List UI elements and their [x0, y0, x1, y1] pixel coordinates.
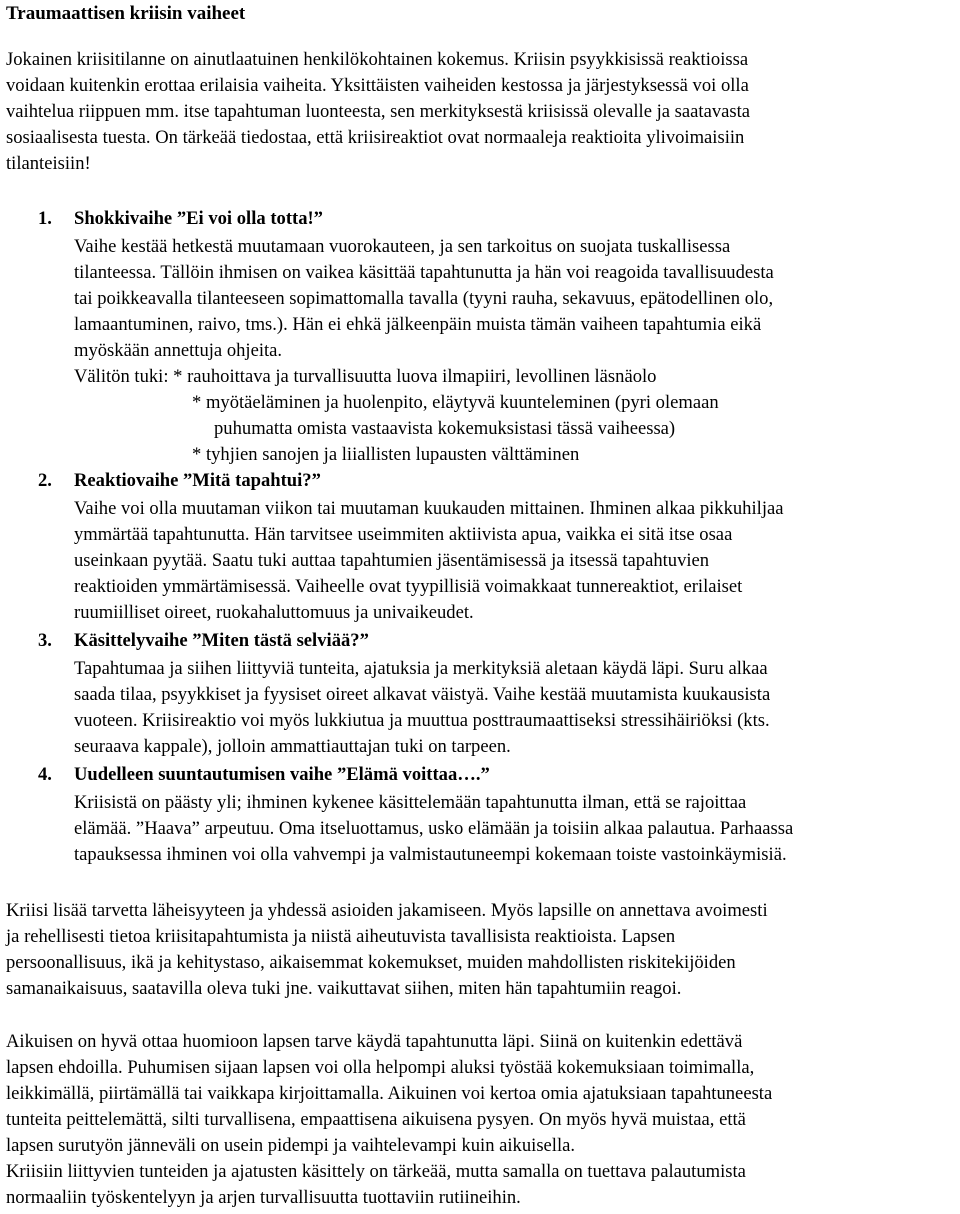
- phase-heading: Uudelleen suuntautumisen vaihe ”Elämä voittaa….”: [74, 764, 490, 785]
- phase-number: 1.: [38, 208, 52, 229]
- phase-number: 3.: [38, 630, 52, 651]
- phase-heading: Shokkivaihe ”Ei voi olla totta!”: [74, 208, 323, 229]
- paragraph-line: persoonallisuus, ikä ja kehitystaso, aikaisemmat kokemukset, muiden mahdollisten riskitekijöiden: [6, 952, 736, 973]
- phase-body-line: useinkaan pyytää. Saatu tuki auttaa tapahtumien jäsentämisessä ja itsessä tapahtuvien: [74, 550, 710, 571]
- phase-body-line: tilanteessa. Tällöin ihmisen on vaikea käsittää tapahtunutta ja hän voi reagoida tavallisuudesta: [74, 262, 774, 283]
- support-line: * myötäeläminen ja huolenpito, eläytyvä kuunteleminen (pyri olemaan: [192, 392, 719, 413]
- paragraph-line: tunteita peittelemättä, silti turvallisena, empaattisena aikuisena pysyen. On myös hyvä muistaa, että: [6, 1109, 746, 1130]
- phase-body-line: tapauksessa ihminen voi olla vahvempi ja valmistautuneempi kokemaan toiste vastoinkäymisiä.: [74, 844, 787, 865]
- intro-line: voidaan kuitenkin erottaa erilaisia vaiheita. Yksittäisten vaiheiden kestossa ja järjestyksessä voi olla: [6, 75, 749, 96]
- phase-body-line: myöskään annettuja ohjeita.: [74, 340, 283, 361]
- intro-line: Jokainen kriisitilanne on ainutlaatuinen henkilökohtainen kokemus. Kriisin psyykkisissä reaktioissa: [6, 49, 749, 70]
- phase-heading: Käsittelyvaihe ”Miten tästä selviää?”: [74, 630, 369, 651]
- phase-body-line: tai poikkeavalla tilanteeseen sopimattomalla tavalla (tyyni rauha, sekavuus, epätodellinen olo,: [74, 288, 774, 309]
- paragraph-line: samanaikaisuus, saatavilla oleva tuki jne. vaikuttavat siihen, miten hän tapahtumiin reagoi.: [6, 978, 682, 999]
- phase-body-line: lamaantuminen, raivo, tms.). Hän ei ehkä jälkeenpäin muista tämän vaiheen tapahtumia eikä: [74, 314, 762, 335]
- intro-line: vaihtelua riippuen mm. itse tapahtuman luonteesta, sen merkityksestä kriisissä olevalle ja saatavasta: [6, 101, 751, 122]
- phase-number: 4.: [38, 764, 52, 785]
- support-line: * tyhjien sanojen ja liiallisten lupausten välttäminen: [192, 444, 580, 465]
- phase-body-line: elämää. ”Haava” arpeutuu. Oma itseluottamus, usko elämään ja toisiin alkaa palautua. Parhaassa: [74, 818, 794, 839]
- paragraph-line: Kriisiin liittyvien tunteiden ja ajatusten käsittely on tärkeää, mutta samalla on tuettava palautumista: [6, 1161, 746, 1182]
- paragraph-line: ja rehellisesti tietoa kriisitapahtumista ja niistä aiheutuvista tavallisista reaktioista. Lapsen: [6, 926, 676, 947]
- phase-body-line: ruumiilliset oireet, ruokahaluttomuus ja univaikeudet.: [74, 602, 474, 623]
- paragraph-line: Aikuisen on hyvä ottaa huomioon lapsen tarve käydä tapahtunutta läpi. Siinä on kuitenkin edettävä: [6, 1031, 743, 1052]
- phase-body-line: Tapahtumaa ja siihen liittyviä tunteita, ajatuksia ja merkityksiä aletaan käydä läpi. Suru alkaa: [74, 658, 768, 679]
- support-line: Välitön tuki: * rauhoittava ja turvallisuutta luova ilmapiiri, levollinen läsnäolo: [74, 366, 657, 387]
- intro-line: tilanteisiin!: [6, 153, 91, 174]
- paragraph-line: lapsen ehdoilla. Puhumisen sijaan lapsen voi olla helpompi aluksi työstää kokemuksiaan toimimalla,: [6, 1057, 755, 1078]
- paragraph-line: lapsen surutyön jänneväli on usein pidempi ja vaihtelevampi kuin aikuisella.: [6, 1135, 576, 1156]
- phase-body-line: reaktioiden ymmärtämisessä. Vaiheelle ovat tyypillisiä voimakkaat tunnereaktiot, erilaiset: [74, 576, 743, 597]
- phase-number: 2.: [38, 470, 52, 491]
- support-line: puhumatta omista vastaavista kokemuksistasi tässä vaiheessa): [214, 418, 676, 439]
- phase-body-line: vuoteen. Kriisireaktio voi myös lukkiutua ja muuttua posttraumaattiseksi stressihäiriöksi (kts.: [74, 710, 770, 731]
- phase-heading: Reaktiovaihe ”Mitä tapahtui?”: [74, 470, 321, 491]
- paragraph-line: normaaliin työskentelyyn ja arjen turvallisuutta tuottaviin rutiineihin.: [6, 1187, 521, 1208]
- phase-body-line: saada tilaa, psyykkiset ja fyysiset oireet alkavat väistyä. Vaihe kestää muutamista kuukausista: [74, 684, 771, 705]
- phase-body-line: Vaihe kestää hetkestä muutamaan vuorokauteen, ja sen tarkoitus on suojata tuskallisessa: [74, 236, 731, 257]
- intro-line: sosiaalisesta tuesta. On tärkeää tiedostaa, että kriisireaktiot ovat normaaleja reaktioita ylivoimaisiin: [6, 127, 745, 148]
- phase-body-line: seuraava kappale), jolloin ammattiauttajan tuki on tarpeen.: [74, 736, 511, 757]
- paragraph-line: Kriisi lisää tarvetta läheisyyteen ja yhdessä asioiden jakamiseen. Myös lapsille on annettava avoimesti: [6, 900, 768, 921]
- document-title: Traumaattisen kriisin vaiheet: [6, 3, 246, 24]
- phase-body-line: ymmärtää tapahtunutta. Hän tarvitsee useimmiten aktiivista apua, vaikka ei sitä itse osaa: [74, 524, 733, 545]
- phase-body-line: Kriisistä on päästy yli; ihminen kykenee käsittelemään tapahtunutta ilman, että se rajoittaa: [74, 792, 747, 813]
- phase-body-line: Vaihe voi olla muutaman viikon tai muutaman kuukauden mittainen. Ihminen alkaa pikkuhiljaa: [74, 498, 784, 519]
- paragraph-line: leikkimällä, piirtämällä tai vaikkapa kirjoittamalla. Aikuinen voi kertoa omia ajatuksiaan tapahtuneesta: [6, 1083, 773, 1104]
